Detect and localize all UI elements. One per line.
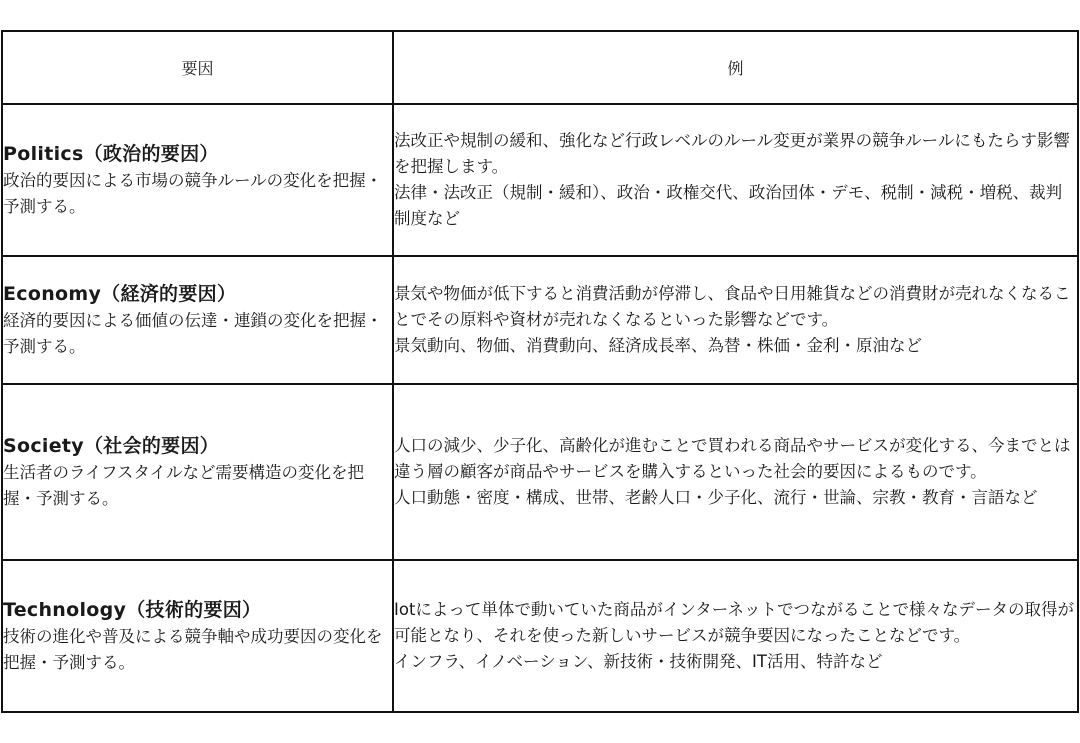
factor-desc: 経済的要因による価値の伝達・連鎖の変化を把握・予測する。 — [3, 311, 383, 356]
table-row — [2, 560, 1078, 712]
table-row — [2, 256, 1078, 384]
factor-cell — [2, 560, 393, 712]
example-cell — [393, 560, 1078, 712]
factor-desc: 生活者のライフスタイルなど需要構造の変化を把握・予測する。 — [3, 463, 365, 508]
example-cell — [393, 384, 1078, 560]
factor-desc: 技術の進化や普及による競争軸や成功要因の変化を把握・予測する。 — [3, 627, 383, 672]
example-effect: 人口の減少、少子化、高齢化が進むことで買われる商品やサービスが変化する、今までとは違う層の顧客が商品やサービスを購入するといった社会的要因によるものです。 — [394, 436, 1071, 481]
header-example: 例 — [393, 31, 1078, 104]
table-row — [2, 384, 1078, 560]
factor-cell — [2, 104, 393, 256]
table-row — [2, 104, 1078, 256]
factor-title: Technology（技術的要因） — [3, 599, 262, 621]
header-row — [2, 31, 1078, 104]
example-list: 景気動向、物価、消費動向、経済成長率、為替・株価・金利・原油など — [394, 336, 922, 355]
factor-title: Politics（政治的要因） — [3, 143, 219, 165]
example-list: インフラ、イノベーション、新技術・技術開発、IT活用、特許など — [394, 652, 883, 671]
factor-title: Society（社会的要因） — [3, 435, 220, 457]
example-list: 法律・法改正（規制・緩和）、政治・政権交代、政治団体・デモ、税制・減税・増税、裁判制度など — [394, 183, 1063, 228]
example-effect: 法改正や規制の緩和、強化など行政レベルのルール変更が業界の競争ルールにもたらす影響を把握します。 — [394, 131, 1070, 176]
factor-title: Economy（経済的要因） — [3, 283, 237, 305]
factor-cell — [2, 256, 393, 384]
factor-cell — [2, 384, 393, 560]
example-list: 人口動態・密度・構成、世帯、老齢人口・少子化、流行・世論、宗教・教育・言語など — [394, 488, 1038, 507]
header-factor: 要因 — [2, 31, 393, 104]
example-effect: 景気や物価が低下すると消費活動が停滞し、食品や日用雑貨などの消費財が売れなくなることでその原料や資材が売れなくなるといった影響などです。 — [394, 284, 1071, 329]
example-cell — [393, 104, 1078, 256]
example-effect: Iotによって単体で動いていた商品がインターネットでつながることで様々なデータの取得が可能となり、それを使った新しいサービスが競争要因になったことなどです。 — [394, 600, 1074, 645]
pest-table — [1, 30, 1079, 713]
example-cell — [393, 256, 1078, 384]
factor-desc: 政治的要因による市場の競争ルールの変化を把握・予測する。 — [3, 171, 383, 216]
